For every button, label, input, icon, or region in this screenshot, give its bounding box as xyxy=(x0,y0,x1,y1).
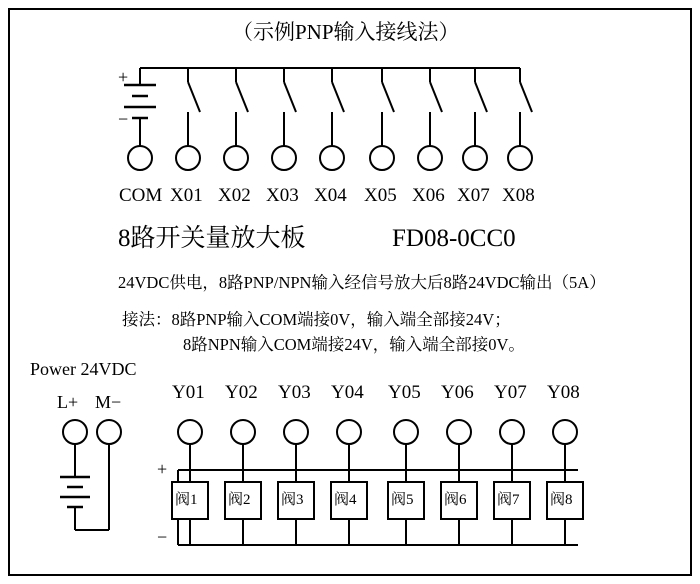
top-battery-minus: − xyxy=(118,109,129,129)
product-title: 8路开关量放大板 xyxy=(118,225,306,252)
wiring-line-1: 接法：8路PNP输入COM端接0V，输入端全部接24V； xyxy=(122,310,511,329)
valve-label-5: 阀5 xyxy=(391,492,414,508)
terminal-label-x02: X02 xyxy=(218,185,251,206)
terminal-label-x04: X04 xyxy=(314,185,347,206)
terminal-label-y04: Y04 xyxy=(331,382,364,403)
power-terminal-lplus: L+ xyxy=(57,392,79,412)
terminal-label-y07: Y07 xyxy=(494,382,527,403)
valve-label-1: 阀1 xyxy=(175,492,198,508)
output-bus-plus: + xyxy=(157,459,168,479)
terminal-label-x06: X06 xyxy=(412,185,445,206)
power-terminal-mminus: M− xyxy=(95,392,122,412)
terminal-label-x05: X05 xyxy=(364,185,397,206)
spec-line: 24VDC供电，8路PNP/NPN输入经信号放大后8路24VDC输出（5A） xyxy=(118,273,606,292)
product-model: FD08-0CC0 xyxy=(392,225,516,252)
valve-label-6: 阀6 xyxy=(444,492,467,508)
terminal-label-x03: X03 xyxy=(266,185,299,206)
wiring-line-2: 8路NPN输入COM端接24V，输入端全部接0V。 xyxy=(183,335,525,354)
terminal-label-y06: Y06 xyxy=(441,382,474,403)
terminal-label-x01: X01 xyxy=(170,185,203,206)
terminal-label-com: COM xyxy=(119,185,163,206)
diagram-title: （示例PNP输入接线法） xyxy=(232,20,460,44)
terminal-label-y01: Y01 xyxy=(172,382,205,403)
output-bus-minus: − xyxy=(157,527,168,547)
top-battery-plus: + xyxy=(118,67,129,87)
terminal-label-y03: Y03 xyxy=(278,382,311,403)
terminal-label-y08: Y08 xyxy=(547,382,580,403)
valve-label-7: 阀7 xyxy=(497,492,520,508)
terminal-label-y05: Y05 xyxy=(388,382,421,403)
terminal-label-y02: Y02 xyxy=(225,382,258,403)
terminal-label-x08: X08 xyxy=(502,185,535,206)
valve-label-3: 阀3 xyxy=(281,492,304,508)
valve-label-8: 阀8 xyxy=(550,492,573,508)
power-label: Power 24VDC xyxy=(30,359,137,379)
terminal-label-x07: X07 xyxy=(457,185,490,206)
valve-label-2: 阀2 xyxy=(228,492,251,508)
valve-label-4: 阀4 xyxy=(334,492,357,508)
